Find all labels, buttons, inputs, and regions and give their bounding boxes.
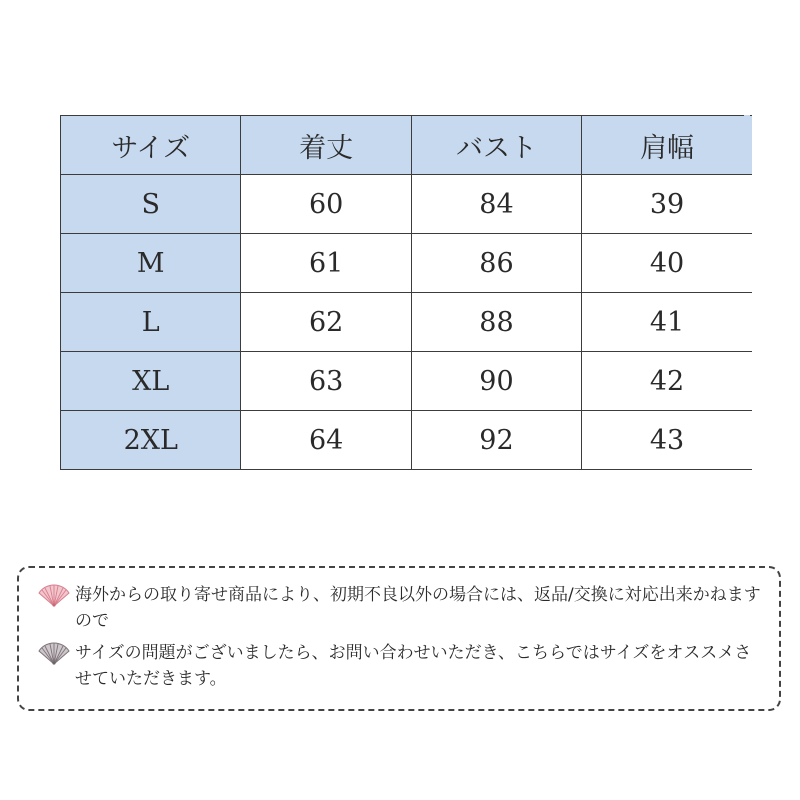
cell-length: 63 <box>241 352 411 411</box>
header-shoulder: 肩幅 <box>582 116 752 175</box>
cell-length: 61 <box>241 234 411 293</box>
cell-bust: 90 <box>411 352 581 411</box>
size-chart-table <box>60 115 752 470</box>
row-size: S <box>61 175 241 234</box>
header-bust: バスト <box>411 116 581 175</box>
table-header-row <box>61 116 753 175</box>
table-edge-strip <box>744 115 750 173</box>
cell-length: 62 <box>241 293 411 352</box>
row-size: L <box>61 293 241 352</box>
table-row <box>61 175 753 234</box>
notice-text: 海外からの取り寄せ商品により、初期不良以外の場合には、返品/交換に対応出来かねますので <box>75 585 761 631</box>
cell-length: 64 <box>241 411 411 470</box>
notice-box <box>17 566 781 711</box>
cell-bust: 84 <box>411 175 581 234</box>
cell-shoulder: 39 <box>582 175 752 234</box>
table-row <box>61 411 753 470</box>
notice-item <box>37 640 761 692</box>
header-length: 着丈 <box>241 116 411 175</box>
table-row <box>61 293 753 352</box>
row-size: M <box>61 234 241 293</box>
notice-item <box>37 582 761 634</box>
gray-fan-icon <box>37 642 71 666</box>
cell-shoulder: 42 <box>582 352 752 411</box>
row-size: 2XL <box>61 411 241 470</box>
table-row <box>61 352 753 411</box>
table-row <box>61 234 753 293</box>
cell-shoulder: 41 <box>582 293 752 352</box>
cell-bust: 88 <box>411 293 581 352</box>
cell-shoulder: 43 <box>582 411 752 470</box>
cell-length: 60 <box>241 175 411 234</box>
cell-bust: 86 <box>411 234 581 293</box>
pink-fan-icon <box>37 584 71 608</box>
row-size: XL <box>61 352 241 411</box>
cell-shoulder: 40 <box>582 234 752 293</box>
notice-text: サイズの問題がございましたら、お問い合わせいただき、こちらではサイズをオススメさせていただきます。 <box>75 643 752 689</box>
header-size: サイズ <box>61 116 241 175</box>
cell-bust: 92 <box>411 411 581 470</box>
